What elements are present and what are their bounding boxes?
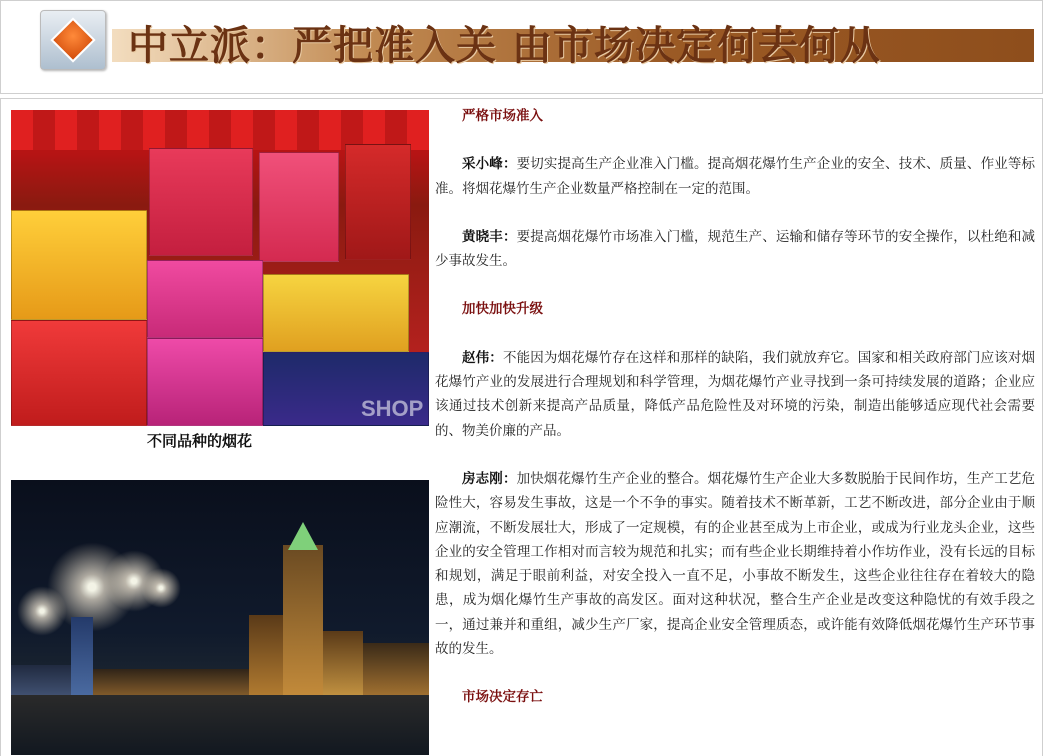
speaker-name: 房志刚： [462,470,517,487]
speaker-name: 黄晓丰： [462,228,517,245]
paragraph [435,225,1035,274]
speaker-name: 赵伟： [462,349,503,366]
paragraph-text: 不能因为烟花爆竹存在这样和那样的缺陷，我们就放弃它。国家和相关政府部门应该对烟花爆竹产业的发展进行合理规划和科学管理，为烟花爆竹产业寻找到一条可持续发展的道路；企业应该通过技术创新来提高产品质量，降低产品危险性及对环境的污染，制造出能够适应现代社会需要的、物美价廉的产品。 [435,349,1036,439]
photo-watermark: SHOP [361,396,424,421]
night-skyline-fireworks-photo [11,480,429,755]
paragraph [435,346,1035,443]
diamond-logo-icon [50,17,95,62]
paragraph-text: 要切实提高生产企业准入门槛。提高烟花爆竹生产企业的安全、技术、质量、作业等标准。将烟花爆竹生产企业数量严格控制在一定的范围。 [435,156,1036,197]
paragraph [435,467,1035,661]
paragraph-text: 要提高烟花爆竹市场准入门槛，规范生产、运输和储存等环节的安全操作，以杜绝和减少事故发生。 [435,228,1036,270]
paragraph [435,152,1035,201]
article-body [435,104,1035,710]
speaker-name: 采小峰： [462,156,517,173]
page-title: 中立派：严把准入关 由市场决定何去何从 [128,22,881,69]
paragraph-text: 加快烟花爆竹生产企业的整合。烟花爆竹生产企业大多数脱胎于民间作坊，生产工艺危险性大，容易发生事故，这是一个不争的事实。随着技术不断革新，工艺不断改进，部分企业由于顺应潮流，不断发展壮大，形成了一定规模，有的企业甚至成为上市企业，或成为行业龙头企业，这些企业的安全管理工作相对而言较为规范和扎实；而有些企业长期维持着小作坊作业，没有长远的目标和规划，满足于眼前利益，对安全投入一直不足，小事故不断发生，这些企业往往存在着较大的隐患，成为烟化爆竹生产事故的高发区。面对这种状况，整合生产企业是改变这种隐忧的有效手段之一，通过兼并和重组，减少生产厂家，提高企业安全管理质态，或许能有效降低烟花爆竹生产环节事故的发生。 [435,470,1036,658]
fireworks-products-photo [11,110,429,426]
section-heading-1: 严格市场准入 [462,108,543,124]
section-heading-2: 加快加快升级 [462,301,543,318]
logo-badge [40,10,106,70]
photo-caption: 不同品种的烟花 [147,432,253,450]
section-heading-3: 市场决定存亡 [462,689,543,706]
